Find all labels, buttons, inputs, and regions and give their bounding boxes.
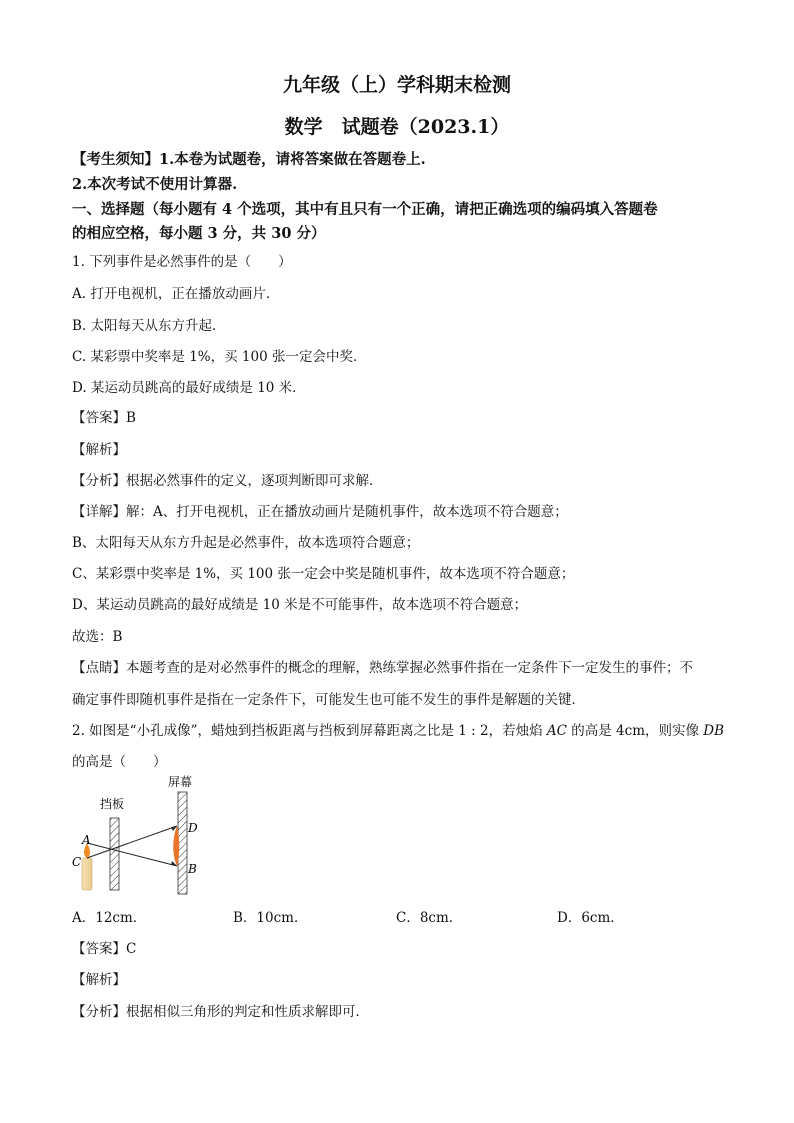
pinhole-figure	[68, 770, 208, 898]
q1-option-b: B. 太阳每天从东方升起．	[72, 318, 226, 334]
q2-stem-line-2: 的高是（ ）	[72, 754, 167, 770]
candle	[82, 858, 92, 890]
q1-option-c: C. 某彩票中奖率是 1%，买 100 张一定会中奖．	[72, 349, 367, 365]
label-b: B	[188, 862, 197, 876]
q2-option-a: A．12cm．	[72, 910, 147, 926]
q2-option-d: D．6cm．	[557, 910, 624, 926]
q1-comment-line-1: 【点睛】本题考查的是对必然事件的概念的理解，熟练掌握必然事件指在一定条件下一定发生的事件；不	[72, 660, 693, 676]
page-subtitle: 数学 试题卷（2023.1）	[284, 116, 510, 138]
q1-detail-5: 故选：B	[72, 629, 123, 645]
screen	[178, 792, 187, 894]
label-d: D	[188, 821, 198, 835]
ray-a-to-b	[87, 843, 177, 866]
label-c: C	[72, 855, 82, 869]
section-heading-line-2: 的相应空格，每小题 3 分，共 30 分）	[72, 225, 326, 242]
q1-analysis-label: 【解析】	[72, 442, 126, 458]
q1-fenxi: 【分析】根据必然事件的定义，逐项判断即可求解．	[72, 473, 383, 489]
q2-stem-db: DB	[703, 723, 725, 739]
q1-answer: 【答案】B	[72, 410, 136, 426]
q2-analysis-label: 【解析】	[72, 972, 126, 988]
q2-option-b: B．10cm．	[233, 910, 308, 926]
q2-stem-part-a: 2. 如图是“小孔成像”，蜡烛到挡板距离与挡板到屏幕距离之比是 1 : 2，若烛焰	[72, 723, 547, 739]
q2-option-c: C．8cm．	[396, 910, 463, 926]
label-screen: 屏幕	[168, 775, 193, 789]
label-board: 挡板	[100, 797, 125, 811]
q1-detail-2: B、太阳每天从东方升起是必然事件，故本选项符合题意；	[72, 535, 420, 551]
board	[110, 818, 119, 890]
q1-option-a: A. 打开电视机，正在播放动画片．	[72, 286, 280, 302]
q1-detail-4: D、某运动员跳高的最好成绩是 10 米是不可能事件，故本选项不符合题意；	[72, 597, 528, 613]
label-a: A	[82, 833, 91, 847]
q2-stem-part-b: 的高是 4cm，则实像	[566, 723, 704, 739]
section-heading-line-1: 一、选择题（每小题有 4 个选项，其中有且只有一个正确，请把正确选项的编码填入答题卷	[72, 201, 658, 218]
notice-line-2: 2.本次考试不使用计算器.	[72, 176, 238, 193]
q2-answer: 【答案】C	[72, 941, 137, 957]
page-title: 九年级（上）学科期末检测	[282, 74, 511, 96]
q2-stem-ac: AC	[546, 723, 567, 739]
q1-comment-line-2: 确定事件即随机事件是指在一定条件下，可能发生也可能不发生的事件是解题的关键．	[72, 692, 585, 708]
notice-line-1: 【考生须知】1.本卷为试题卷，请将答案做在答题卷上.	[72, 151, 426, 168]
q2-stem	[72, 719, 724, 739]
ray-c-to-d	[87, 826, 177, 858]
q2-fenxi: 【分析】根据相似三角形的判定和性质求解即可．	[72, 1004, 369, 1020]
q1-detail-1: 【详解】解：A、打开电视机，正在播放动画片是随机事件，故本选项不符合题意；	[72, 504, 568, 520]
q1-detail-3: C、某彩票中奖率是 1%，买 100 张一定会中奖是随机事件，故本选项不符合题意；	[72, 566, 575, 582]
q1-option-d: D. 某运动员跳高的最好成绩是 10 米．	[72, 380, 306, 396]
q1-stem: 1. 下列事件是必然事件的是（ ）	[72, 254, 292, 270]
